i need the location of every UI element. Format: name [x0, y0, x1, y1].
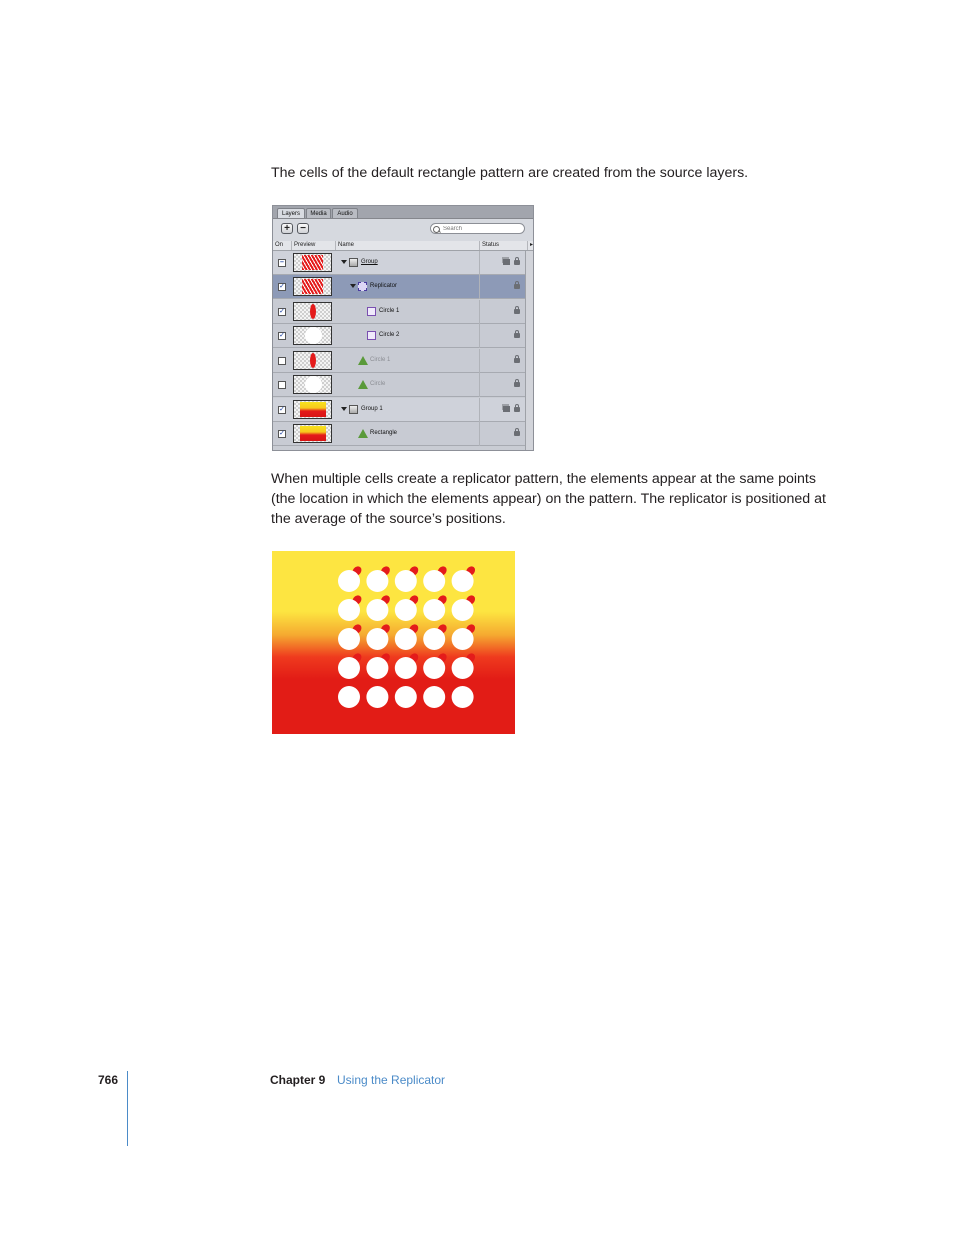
- replicated-circle-cell: [366, 570, 388, 592]
- layer-name[interactable]: Circle 2: [379, 332, 400, 338]
- layers-panel: [272, 205, 534, 451]
- replicated-circle-cell: [366, 599, 388, 621]
- layer-visibility-checkbox[interactable]: ✓: [279, 332, 285, 339]
- layer-name[interactable]: Circle 1: [379, 308, 400, 314]
- footer-divider: [127, 1071, 128, 1146]
- lock-icon[interactable]: [514, 431, 520, 436]
- replicated-circle-cell: [338, 686, 360, 708]
- chapter-label: Chapter 9: [270, 1073, 326, 1087]
- cell-icon: [367, 307, 376, 316]
- lock-icon[interactable]: [514, 358, 520, 363]
- layer-visibility-checkbox[interactable]: ✓: [279, 283, 285, 290]
- lock-icon[interactable]: [514, 407, 520, 412]
- layer-preview-thumbnail: [293, 302, 332, 321]
- column-divider: [479, 300, 480, 324]
- layer-row[interactable]: [273, 373, 525, 397]
- layer-name[interactable]: Circle 1: [370, 357, 391, 363]
- lock-icon[interactable]: [514, 309, 520, 314]
- column-status[interactable]: Status: [479, 241, 527, 250]
- tab-media[interactable]: Media: [306, 208, 331, 218]
- tab-audio[interactable]: Audio: [332, 208, 358, 218]
- column-preview[interactable]: Preview: [291, 241, 335, 250]
- lock-icon[interactable]: [514, 333, 520, 338]
- remove-layer-button[interactable]: −: [297, 223, 309, 234]
- replicator-canvas-image: [272, 551, 515, 734]
- column-menu-arrow-icon[interactable]: ▸: [527, 241, 534, 250]
- column-divider: [479, 349, 480, 373]
- layer-row[interactable]: [273, 275, 525, 299]
- replicated-circle-cell: [452, 657, 474, 679]
- column-divider: [479, 422, 480, 446]
- replicated-circle-cell: [366, 628, 388, 650]
- replicated-circle-cell: [338, 657, 360, 679]
- replicated-circle-cell: [366, 686, 388, 708]
- add-layer-button[interactable]: +: [281, 223, 293, 234]
- layers-toolbar: [273, 219, 533, 241]
- layer-visibility-checkbox[interactable]: ✓: [279, 308, 285, 315]
- replicated-circle-cell: [395, 599, 417, 621]
- layer-row[interactable]: [273, 324, 525, 348]
- layer-preview-thumbnail: [293, 277, 332, 296]
- layer-preview-thumbnail: [293, 326, 332, 345]
- column-divider: [479, 251, 480, 275]
- search-icon: [433, 226, 440, 233]
- replicated-circle-cell: [395, 657, 417, 679]
- layer-preview-thumbnail: [293, 424, 332, 443]
- lock-icon[interactable]: [514, 284, 520, 289]
- group-icon: [349, 258, 358, 267]
- replicated-circle-cell: [452, 599, 474, 621]
- search-input[interactable]: [430, 223, 525, 234]
- replicated-circle-cell: [423, 686, 445, 708]
- layer-preview-thumbnail: [293, 375, 332, 394]
- layer-visibility-checkbox[interactable]: [278, 357, 286, 365]
- layer-name[interactable]: Rectangle: [370, 430, 398, 436]
- shape-icon: [358, 356, 368, 365]
- lock-icon[interactable]: [514, 260, 520, 265]
- column-divider: [479, 275, 480, 299]
- layer-visibility-checkbox[interactable]: ✓: [279, 430, 285, 437]
- column-divider: [479, 373, 480, 397]
- cell-icon: [367, 331, 376, 340]
- replicated-circle-cell: [395, 570, 417, 592]
- lock-icon[interactable]: [514, 382, 520, 387]
- chapter-title-link[interactable]: Using the Replicator: [337, 1073, 446, 1087]
- explanation-paragraph: When multiple cells create a replicator pattern, the elements appear at the same points (the location in which the elements appear) on the pattern. The replicator is positioned at the average of the source’s positions.: [271, 471, 826, 527]
- disclosure-triangle-icon[interactable]: [350, 284, 356, 288]
- column-divider: [479, 398, 480, 422]
- replicated-circle-cell: [452, 628, 474, 650]
- replicated-circle-cell: [338, 628, 360, 650]
- column-on[interactable]: On: [275, 242, 284, 248]
- stack-icon: [503, 406, 510, 412]
- replicated-circle-cell: [452, 686, 474, 708]
- replicated-circle-cell: [366, 657, 388, 679]
- shape-icon: [358, 429, 368, 438]
- layer-row[interactable]: [273, 398, 525, 422]
- disclosure-triangle-icon[interactable]: [341, 407, 347, 411]
- intro-paragraph: The cells of the default rectangle pattern are created from the source layers.: [271, 165, 749, 181]
- layer-name[interactable]: Group: [361, 259, 378, 265]
- column-header: [273, 241, 533, 251]
- layer-row[interactable]: [273, 349, 525, 373]
- group-icon: [349, 405, 358, 414]
- replicated-circle-cell: [452, 570, 474, 592]
- replicated-circle-cell: [338, 599, 360, 621]
- stack-icon: [503, 259, 510, 265]
- replicated-circle-cell: [423, 657, 445, 679]
- replicated-circle-cell: [395, 686, 417, 708]
- layer-visibility-checkbox[interactable]: –: [278, 259, 286, 267]
- layer-name[interactable]: Replicator: [370, 283, 398, 289]
- tab-layers[interactable]: Layers: [277, 208, 305, 218]
- layer-row[interactable]: [273, 422, 525, 446]
- layer-name[interactable]: Circle: [370, 381, 386, 387]
- disclosure-triangle-icon[interactable]: [341, 260, 347, 264]
- replicated-circle-cell: [423, 570, 445, 592]
- page-number: 766: [98, 1073, 119, 1087]
- replicated-circle-cell: [338, 570, 360, 592]
- layer-row[interactable]: [273, 251, 525, 275]
- replicator-icon: [358, 282, 367, 291]
- layer-visibility-checkbox[interactable]: ✓: [279, 406, 285, 413]
- scrollbar[interactable]: [525, 251, 534, 451]
- layer-preview-thumbnail: [293, 351, 332, 370]
- replicated-circle-cell: [395, 628, 417, 650]
- layer-row[interactable]: [273, 300, 525, 324]
- column-name[interactable]: Name: [335, 241, 479, 250]
- column-divider: [479, 324, 480, 348]
- layer-preview-thumbnail: [293, 400, 332, 419]
- replicated-circle-cell: [423, 599, 445, 621]
- shape-icon: [358, 380, 368, 389]
- layer-preview-thumbnail: [293, 253, 332, 272]
- layer-visibility-checkbox[interactable]: [278, 381, 286, 389]
- replicated-circle-cell: [423, 628, 445, 650]
- layer-name[interactable]: Group 1: [361, 406, 383, 412]
- tab-bar: [273, 206, 533, 219]
